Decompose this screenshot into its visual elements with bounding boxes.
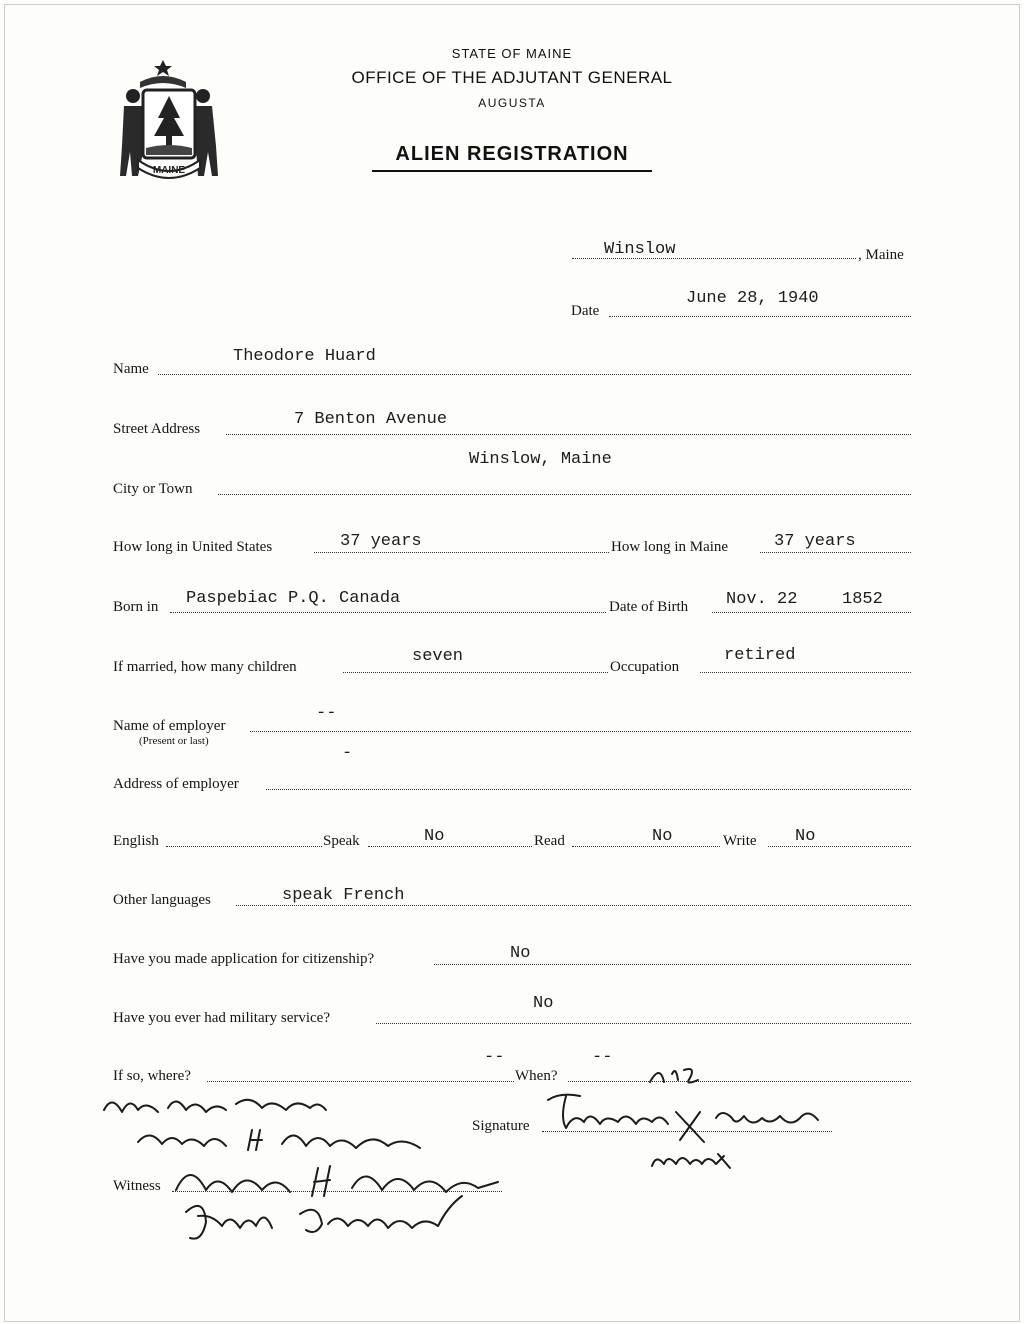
how-long-us-label: How long in United States <box>113 539 273 555</box>
city-value: Winslow, Maine <box>469 450 612 469</box>
born-in-label: Born in <box>113 599 159 615</box>
signature-mark-word <box>652 1154 730 1168</box>
employer-name-value: -- <box>316 704 337 723</box>
speak-label: Speak <box>323 833 360 849</box>
occupation-value: retired <box>724 646 796 665</box>
how-long-maine-label: How long in Maine <box>611 539 729 555</box>
header-city: AUGUSTA <box>478 96 546 110</box>
if-so-where-label: If so, where? <box>113 1068 191 1084</box>
header-office: OFFICE OF THE ADJUTANT GENERAL <box>351 68 673 87</box>
employer-address-value: - <box>342 744 353 763</box>
write-value: No <box>795 827 816 846</box>
page-title: ALIEN REGISTRATION <box>395 143 629 165</box>
citizenship-value: No <box>510 944 531 963</box>
read-value: No <box>652 827 673 846</box>
children-value: seven <box>412 647 464 666</box>
city-label: City or Town <box>113 481 193 497</box>
town-state-suffix: , Maine <box>858 247 904 263</box>
signature-huard <box>716 1113 818 1123</box>
name-value: Theodore Huard <box>233 347 376 366</box>
signature-x-mark <box>676 1112 704 1142</box>
born-in-value: Paspebiac P.Q. Canada <box>186 589 401 608</box>
how-long-us-value: 37 years <box>340 532 422 551</box>
witness-2-handwriting <box>176 1166 498 1196</box>
street-value: 7 Benton Avenue <box>294 410 448 429</box>
header-state: STATE OF MAINE <box>451 46 573 61</box>
signature-label: Signature <box>472 1118 530 1134</box>
dob-month-day-value: Nov. 22 <box>726 590 798 609</box>
date-of-birth-label: Date of Birth <box>609 599 689 615</box>
other-languages-value: speak French <box>282 886 405 905</box>
witness-1-handwriting <box>138 1130 420 1150</box>
witness-3-handwriting <box>186 1196 462 1239</box>
employer-address-label: Address of employer <box>113 776 239 792</box>
employer-name-sublabel: (Present or last) <box>139 735 209 747</box>
military-label: Have you ever had military service? <box>113 1010 330 1026</box>
town-value: Winslow <box>604 240 676 259</box>
when-value: -- <box>592 1048 613 1067</box>
date-label: Date <box>571 303 600 319</box>
witness-note-handwriting <box>104 1100 326 1112</box>
citizenship-label: Have you made application for citizenship? <box>113 951 375 967</box>
dob-year-value: 1852 <box>842 590 883 609</box>
signature-his-mark <box>650 1069 698 1083</box>
where-value: -- <box>484 1048 505 1067</box>
write-label: Write <box>723 833 757 849</box>
witness-label: Witness <box>113 1178 161 1194</box>
svg-text:MAINE: MAINE <box>152 165 186 176</box>
english-label: English <box>113 833 159 849</box>
read-label: Read <box>534 833 565 849</box>
military-value: No <box>533 994 554 1013</box>
how-long-maine-value: 37 years <box>774 532 856 551</box>
employer-name-label: Name of employer <box>113 718 226 734</box>
street-label: Street Address <box>113 421 201 437</box>
other-languages-label: Other languages <box>113 892 211 908</box>
date-value: June 28, 1940 <box>686 289 819 308</box>
when-label: When? <box>515 1068 558 1084</box>
name-label: Name <box>113 361 149 377</box>
signature-theodore <box>548 1095 668 1128</box>
children-label: If married, how many children <box>113 659 297 675</box>
speak-value: No <box>424 827 445 846</box>
occupation-label: Occupation <box>610 659 680 675</box>
